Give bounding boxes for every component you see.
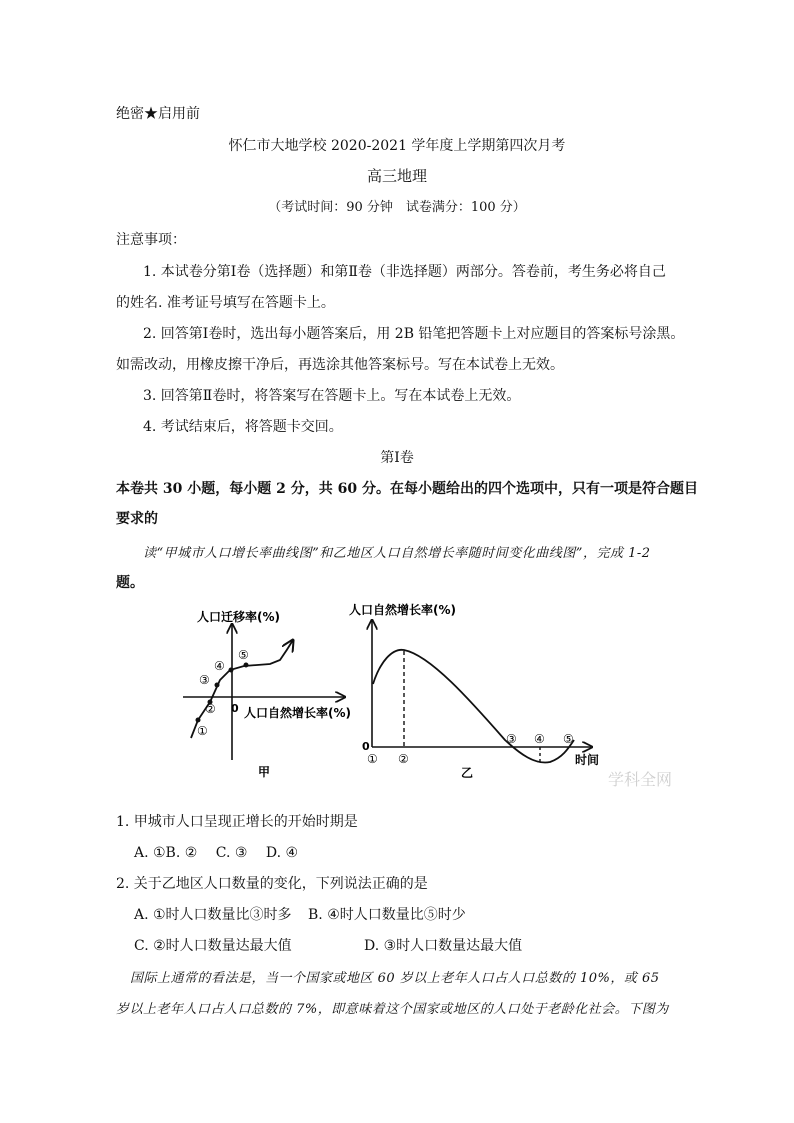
question-2-option-d: D. ③时人口数量达最大值 bbox=[364, 938, 523, 954]
passage-line-2: 岁以上老年人口占人口总数的 7%，即意味着这个国家或地区的人口处于老龄化社会。下图为 bbox=[116, 1002, 669, 1017]
right-x-label: 时间 bbox=[575, 753, 600, 767]
right-point-2: ② bbox=[398, 752, 409, 766]
left-point-2: ② bbox=[205, 702, 216, 716]
left-y-label: 人口迁移率(%) bbox=[197, 610, 280, 624]
left-point-1: ① bbox=[197, 724, 208, 738]
section-title: 第Ⅰ卷 bbox=[380, 450, 414, 466]
notice-item-1-cont: 的姓名. 准考证号填写在答题卡上。 bbox=[116, 295, 335, 311]
left-caption: 甲 bbox=[258, 765, 271, 779]
question-2-stem: 2. 关于乙地区人口数量的变化，下列说法正确的是 bbox=[116, 876, 428, 892]
question-2-option-b: B. ④时人口数量比⑤时少 bbox=[308, 907, 466, 923]
notice-heading: 注意事项： bbox=[116, 232, 186, 248]
left-point-3: ③ bbox=[199, 673, 210, 687]
right-point-4: ④ bbox=[534, 732, 545, 746]
question-2-option-a: A. ①时人口数量比③时多 bbox=[134, 907, 292, 923]
secret-label: 绝密★启用前 bbox=[116, 106, 200, 122]
chart-left bbox=[183, 624, 345, 760]
left-origin: 0 bbox=[231, 702, 239, 715]
right-point-1: ① bbox=[367, 752, 378, 766]
subject-title: 高三地理 bbox=[366, 167, 427, 185]
chart-right bbox=[372, 620, 592, 763]
passage-line-1: 国际上通常的看法是，当一个国家或地区 60 岁以上老年人口占人口总数的 10%，或 65 bbox=[130, 971, 660, 986]
right-point-3: ③ bbox=[506, 732, 517, 746]
notice-item-2: 2. 回答第Ⅰ卷时，选出每小题答案后，用 2B 铅笔把答题卡上对应题目的答案标号涂黑。 bbox=[143, 326, 685, 342]
right-point-5: ⑤ bbox=[563, 732, 574, 746]
exam-info: （考试时间：90 分钟 试卷满分：100 分） bbox=[268, 200, 526, 215]
right-origin: 0 bbox=[362, 740, 370, 753]
right-caption: 乙 bbox=[461, 766, 474, 780]
question-1-options: A. ①B. ② C. ③ D. ④ bbox=[134, 845, 299, 861]
right-y-label: 人口自然增长率(%) bbox=[349, 603, 456, 617]
left-x-label: 人口自然增长率(%) bbox=[244, 706, 351, 720]
exam-title: 怀仁市大地学校 2020-2021 学年度上学期第四次月考 bbox=[228, 138, 566, 154]
question-1-stem: 1. 甲城市人口呈现正增长的开始时期是 bbox=[116, 814, 358, 830]
left-point-4: ④ bbox=[214, 659, 225, 673]
section-instruction-1: 本卷共 30 小题，每小题 2 分，共 60 分。在每小题给出的四个选项中，只有一项是符合题目 bbox=[116, 481, 698, 497]
notice-item-3: 3. 回答第Ⅱ卷时，将答案写在答题卡上。写在本试卷上无效。 bbox=[143, 388, 521, 404]
watermark: 学科全网 bbox=[608, 770, 673, 789]
intro-line-1: 读“甲城市人口增长率曲线图”和乙地区人口自然增长率随时间变化曲线图”，完成 1-2 bbox=[143, 546, 651, 561]
left-point-5: ⑤ bbox=[238, 648, 249, 662]
notice-item-1: 1. 本试卷分第Ⅰ卷（选择题）和第Ⅱ卷（非选择题）两部分。答卷前，考生务必将自己 bbox=[143, 264, 666, 280]
question-2-option-c: C. ②时人口数量达最大值 bbox=[134, 938, 292, 954]
intro-line-2: 题。 bbox=[116, 575, 144, 591]
notice-item-2-cont: 如需改动，用橡皮擦干净后，再选涂其他答案标号。写在本试卷上无效。 bbox=[116, 357, 564, 373]
section-instruction-2: 要求的 bbox=[116, 511, 158, 527]
notice-item-4: 4. 考试结束后，将答题卡交回。 bbox=[143, 419, 343, 435]
